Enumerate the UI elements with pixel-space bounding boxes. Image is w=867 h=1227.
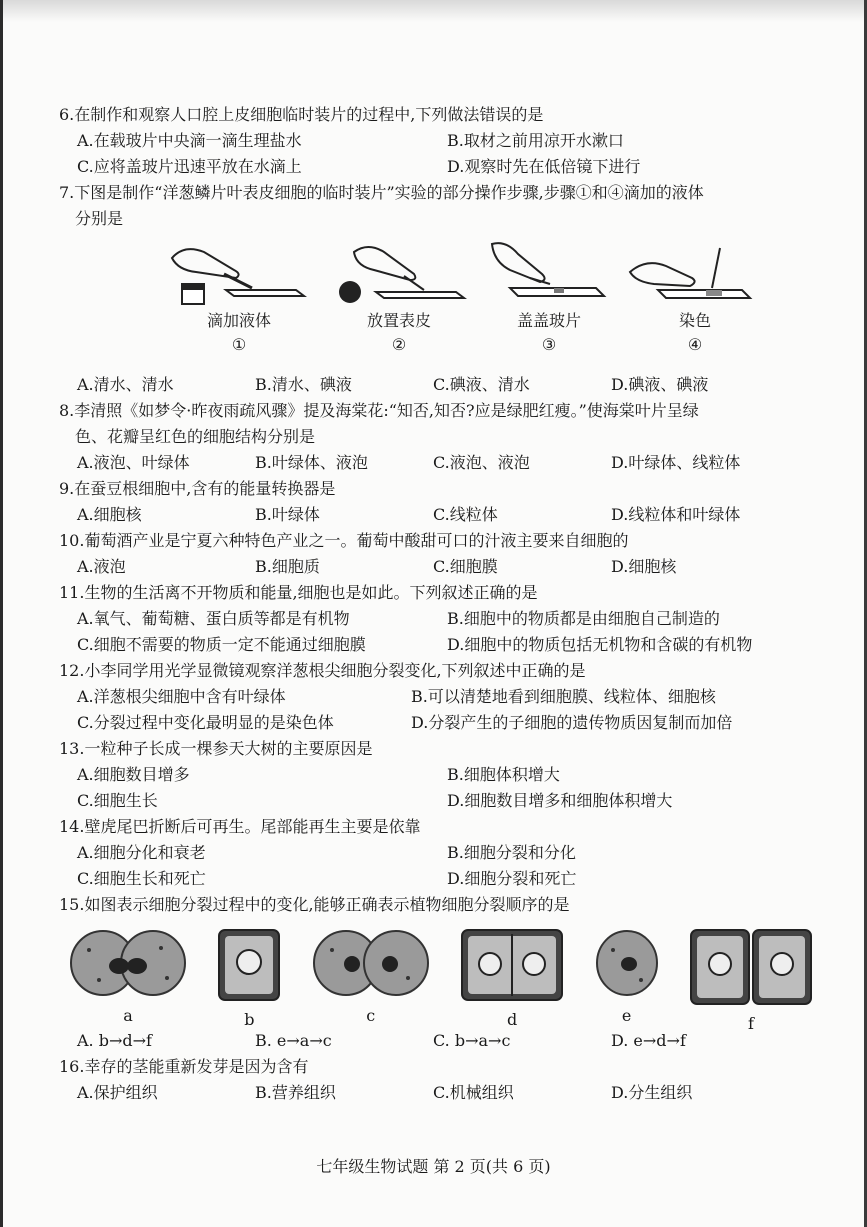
option-b[interactable]: B.叶绿体 [255, 505, 320, 524]
question-7-stem-cont: 分别是 [75, 209, 124, 228]
question-8-stem-cont: 色、花瓣呈红色的细胞结构分别是 [75, 427, 316, 446]
forceps-hand-icon [324, 238, 474, 308]
plant-cell-icon [217, 928, 281, 1002]
question-16-options [59, 1080, 819, 1106]
cell-a [69, 928, 187, 1028]
option-b[interactable]: B.细胞体积增大 [447, 765, 560, 784]
option-b[interactable]: B.细胞质 [255, 557, 320, 576]
question-11 [59, 580, 819, 658]
option-a[interactable]: A. b→d→f [77, 1031, 152, 1050]
cell-d [460, 928, 564, 1028]
animal-cell-dividing-icon [69, 928, 187, 998]
cell-label: d [507, 1010, 518, 1029]
question-9 [59, 476, 819, 528]
option-a[interactable]: A.洋葱根尖细胞中含有叶绿体 [77, 687, 286, 706]
option-b[interactable]: B.叶绿体、液泡 [255, 453, 368, 472]
cell-label: e [621, 1006, 632, 1025]
option-d[interactable]: D. e→d→f [611, 1031, 686, 1050]
option-d[interactable]: D.线粒体和叶绿体 [611, 505, 741, 524]
step-4-illustration [615, 238, 775, 356]
question-8-stem: 8.李清照《如梦令·昨夜雨疏风骤》提及海棠花:“知否,知否?应是绿肥红瘦。”使海棠叶片呈绿 [59, 401, 699, 420]
question-6-options-2 [59, 154, 819, 180]
question-6-options [59, 128, 819, 154]
question-7-stem: 7.下图是制作“洋葱鳞片叶表皮细胞的临时装片”实验的部分操作步骤,步骤①和④滴加的液体 [59, 183, 704, 202]
option-c[interactable]: C.碘液、清水 [433, 375, 530, 394]
option-a[interactable]: A.液泡 [77, 557, 126, 576]
option-d[interactable]: D.细胞核 [611, 557, 677, 576]
step-label: 盖盖玻片 [516, 311, 581, 330]
option-a[interactable]: A.保护组织 [77, 1083, 158, 1102]
cell-b [217, 928, 281, 1028]
option-c[interactable]: C. b→a→c [433, 1031, 511, 1050]
option-d[interactable]: D.细胞数目增多和细胞体积增大 [447, 791, 673, 810]
question-13-stem: 13.一粒种子长成一棵参天大树的主要原因是 [59, 739, 373, 758]
question-16-stem: 16.幸存的茎能重新发芽是因为含有 [59, 1057, 309, 1076]
page-footer: 七年级生物试题 第 2 页(共 6 页) [316, 1157, 551, 1176]
scan-top-edge [3, 0, 864, 22]
option-b[interactable]: B. e→a→c [255, 1031, 332, 1050]
question-11-options [59, 606, 819, 632]
option-d[interactable]: D.分裂产生的子细胞的遗传物质因复制而加倍 [411, 713, 733, 732]
question-15-stem: 15.如图表示细胞分裂过程中的变化,能够正确表示植物细胞分裂顺序的是 [59, 895, 570, 914]
question-14-options [59, 840, 819, 866]
step-2-illustration [319, 238, 479, 356]
option-d[interactable]: D.细胞中的物质包括无机物和含碳的有机物 [447, 635, 753, 654]
option-a[interactable]: A.清水、清水 [77, 375, 174, 394]
option-a[interactable]: A.细胞核 [77, 505, 142, 524]
option-b[interactable]: B.取材之前用凉开水漱口 [447, 131, 624, 150]
question-12-options [59, 684, 819, 710]
cell-f [689, 928, 813, 1033]
slide-preparation-figure [59, 238, 819, 368]
cover-slip-hand-icon [474, 238, 624, 308]
question-list [59, 102, 819, 1106]
option-c[interactable]: C.细胞不需要的物质一定不能通过细胞膜 [77, 635, 366, 654]
question-15-options [59, 1028, 819, 1054]
question-13 [59, 736, 819, 814]
option-c[interactable]: C.细胞膜 [433, 557, 498, 576]
option-b[interactable]: B.可以清楚地看到细胞膜、线粒体、细胞核 [411, 687, 716, 706]
option-b[interactable]: B.清水、碘液 [255, 375, 352, 394]
question-14-stem: 14.壁虎尾巴折断后可再生。尾部能再生主要是依靠 [59, 817, 421, 836]
animal-cell-icon [595, 928, 659, 998]
option-c[interactable]: C.应将盖玻片迅速平放在水滴上 [77, 157, 302, 176]
cell-c [312, 928, 430, 1028]
question-7 [59, 180, 819, 398]
option-d[interactable]: D.碘液、碘液 [611, 375, 709, 394]
option-a[interactable]: A.细胞分化和衰老 [77, 843, 206, 862]
step-number: ③ [541, 335, 557, 354]
cell-label: b [244, 1010, 255, 1029]
option-d[interactable]: D.分生组织 [611, 1083, 693, 1102]
option-d[interactable]: D.细胞分裂和死亡 [447, 869, 577, 888]
plant-cells-divided-icon [689, 928, 813, 1006]
cell-label: f [747, 1014, 754, 1033]
step-label: 放置表皮 [366, 311, 431, 330]
question-6 [59, 102, 819, 180]
question-8 [59, 398, 819, 476]
question-13-options-2 [59, 788, 819, 814]
option-b[interactable]: B.细胞分裂和分化 [447, 843, 576, 862]
step-number: ① [231, 335, 247, 354]
option-c[interactable]: C.细胞生长 [77, 791, 158, 810]
step-number: ④ [687, 335, 703, 354]
question-11-stem: 11.生物的生活离不开物质和能量,细胞也是如此。下列叙述正确的是 [59, 583, 538, 602]
question-10 [59, 528, 819, 580]
question-10-stem: 10.葡萄酒产业是宁夏六种特色产业之一。葡萄中酸甜可口的汁液主要来自细胞的 [59, 531, 629, 550]
question-9-stem: 9.在蚕豆根细胞中,含有的能量转换器是 [59, 479, 336, 498]
cell-division-figure [59, 918, 819, 1033]
option-a[interactable]: A.细胞数目增多 [77, 765, 190, 784]
option-c[interactable]: C.线粒体 [433, 505, 498, 524]
question-12-stem: 12.小李同学用光学显微镜观察洋葱根尖细胞分裂变化,下列叙述中正确的是 [59, 661, 586, 680]
question-15 [59, 892, 819, 1054]
cell-label: a [123, 1006, 133, 1025]
question-16 [59, 1054, 819, 1106]
step-1-illustration [159, 238, 319, 356]
question-9-options [59, 502, 819, 528]
step-3-illustration [469, 238, 629, 356]
question-10-options [59, 554, 819, 580]
option-c[interactable]: C.细胞生长和死亡 [77, 869, 206, 888]
question-14-options-2 [59, 866, 819, 892]
option-c[interactable]: C.机械组织 [433, 1083, 514, 1102]
cell-label: c [366, 1006, 376, 1025]
option-d[interactable]: D.观察时先在低倍镜下进行 [447, 157, 641, 176]
option-a[interactable]: A.在载玻片中央滴一滴生理盐水 [77, 131, 302, 150]
question-11-options-2 [59, 632, 819, 658]
step-number: ② [391, 335, 407, 354]
question-8-options [59, 450, 819, 476]
dropper-hand-icon [164, 238, 314, 308]
step-label: 染色 [678, 311, 711, 330]
animal-cell-dividing-icon [312, 928, 430, 998]
question-14 [59, 814, 819, 892]
option-a[interactable]: A.氧气、葡萄糖、蛋白质等都是有机物 [77, 609, 350, 628]
staining-hand-icon [620, 238, 770, 308]
question-7-options [59, 372, 819, 398]
option-c[interactable]: C.分裂过程中变化最明显的是染色体 [77, 713, 334, 732]
question-12 [59, 658, 819, 736]
cell-e [595, 928, 659, 1028]
question-6-stem: 6.在制作和观察人口腔上皮细胞临时装片的过程中,下列做法错误的是 [59, 105, 544, 124]
question-12-options-2 [59, 710, 819, 736]
option-b[interactable]: B.营养组织 [255, 1083, 336, 1102]
step-label: 滴加液体 [206, 311, 271, 330]
option-b[interactable]: B.细胞中的物质都是由细胞自己制造的 [447, 609, 720, 628]
option-a[interactable]: A.液泡、叶绿体 [77, 453, 190, 472]
question-13-options [59, 762, 819, 788]
plant-cell-dividing-icon [460, 928, 564, 1002]
option-c[interactable]: C.液泡、液泡 [433, 453, 530, 472]
option-d[interactable]: D.叶绿体、线粒体 [611, 453, 741, 472]
